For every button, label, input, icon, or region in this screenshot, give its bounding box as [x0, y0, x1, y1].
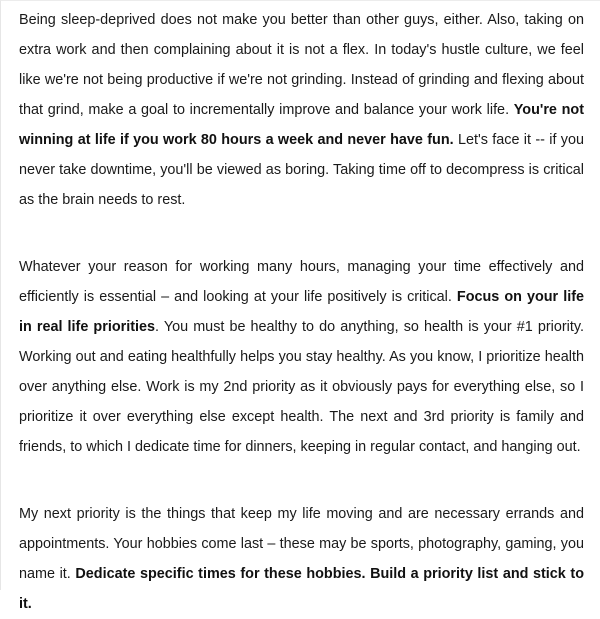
- emphasis-text: Focus on your life in real life priorities: [19, 289, 584, 335]
- emphasis-text: You're not winning at life if you work 80 hours a week and never have fun.: [19, 102, 584, 148]
- paragraph-text: My next priority is the things that keep my life moving and are necessary errands and appointments. Your hobbies come last – these may be sports, photography, gaming, you name it.: [19, 506, 584, 582]
- paragraph-priorities: [19, 252, 584, 462]
- paragraph-hobbies: [19, 499, 584, 619]
- paragraph-work-life-balance: [19, 5, 584, 215]
- paragraph-text: Let's face it -- if you never take downtime, you'll be viewed as boring. Taking time off to decompress is critical as the brain needs to rest.: [19, 132, 584, 208]
- emphasis-text: Dedicate specific times for these hobbies. Build a priority list and stick to it.: [19, 566, 584, 612]
- paragraph-text: Whatever your reason for working many hours, managing your time effectively and efficiently is essential – and looking at your life positively is critical.: [19, 259, 584, 305]
- paragraph-text: Being sleep-deprived does not make you better than other guys, either. Also, taking on extra work and then complaining about it is not a flex. In today's hustle culture, we feel like we're not being productive if we're not grinding. Instead of grinding and flexing about that grind, make a goal to incrementally improve and balance your work life.: [19, 12, 584, 118]
- paragraph-text: . You must be healthy to do anything, so health is your #1 priority. Working out and eating healthfully helps you stay healthy. As you know, I prioritize health over anything else. Work is my 2nd priority as it obviously pays for everything else, so I prioritize it over everything else except health. The next and 3rd priority is family and friends, to which I dedicate time for dinners, keeping in regular contact, and hanging out.: [19, 319, 584, 455]
